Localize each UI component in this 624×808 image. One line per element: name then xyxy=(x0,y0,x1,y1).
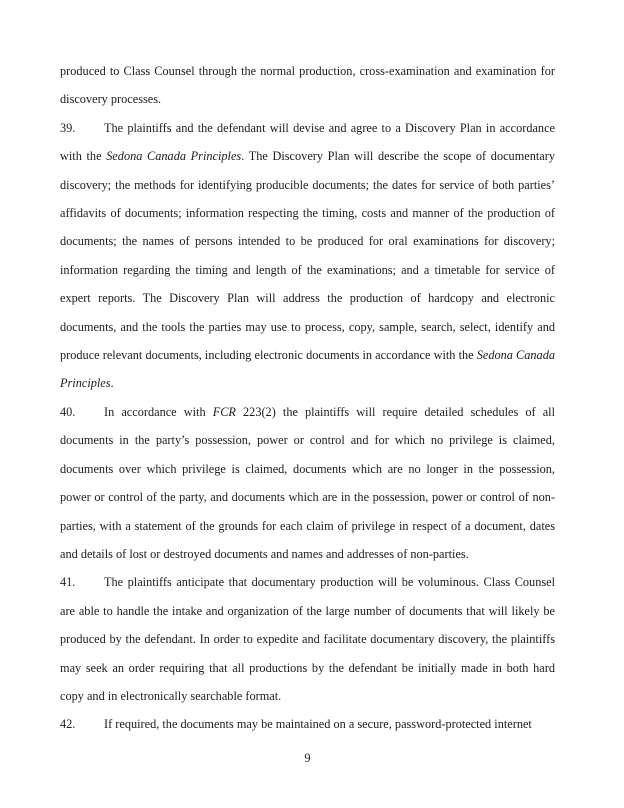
paragraph xyxy=(60,57,555,114)
italic-text: Sedona Canada Principles xyxy=(106,149,242,164)
text-run: . xyxy=(110,376,114,391)
document-body xyxy=(60,57,555,739)
paragraph xyxy=(60,398,555,568)
paragraph xyxy=(60,568,555,710)
paragraph-number: 40. xyxy=(60,404,76,419)
italic-text: Sedona Canada Principles xyxy=(60,348,556,391)
page-number: 9 xyxy=(304,751,311,765)
paragraph-number: 39. xyxy=(60,120,76,135)
paragraph xyxy=(60,114,555,398)
text-run: In accordance with xyxy=(104,404,213,419)
paragraph-number: 41. xyxy=(60,575,76,590)
italic-text: FCR xyxy=(212,404,236,419)
text-run: If required, the documents may be maintained on a secure, password-protected internet xyxy=(104,717,532,732)
text-run: The plaintiffs and the defendant will devise and agree to a Discovery Plan in accordance with the xyxy=(60,120,555,164)
paragraph-number: 42. xyxy=(60,717,76,732)
text-run: produced to Class Counsel through the normal production, cross-examination and examination for discovery processes. xyxy=(60,64,555,107)
text-run: . The Discovery Plan will describe the scope of documentary discovery; the methods for identifying producible documents; the dates for service of both parties’ affidavits of documents; information respecting the timing, costs and manner of the production of documents; the names of persons intended to be produced for oral examinations for discovery; information regarding the timing and length of the examinations; and a timetable for service of expert reports. The Discovery Plan will address the production of hardcopy and electronic documents, and the tools the parties may use to process, copy, sample, search, select, identify and produce relevant documents, including electronic documents in accordance with the xyxy=(60,149,555,363)
text-run: 223(2) the plaintiffs will require detailed schedules of all documents in the party’s possession, power or control and for which no privilege is claimed, documents over which privilege is claimed, documents which are no longer in the possession, power or control of the party, and documents which are in the possession, power or control of non-parties, with a statement of the grounds for each claim of privilege in respect of a document, dates and details of lost or destroyed documents and names and addresses of non-parties. xyxy=(60,404,555,561)
paragraph xyxy=(60,710,555,738)
text-run: The plaintiffs anticipate that documentary production will be voluminous. Class Counsel are able to handle the intake and organization of the large number of documents that will likely be produced by the defendant. In order to expedite and facilitate documentary discovery, the plaintiffs may seek an order requiring that all productions by the defendant be initially made in both hard copy and in electronically searchable format. xyxy=(60,575,555,703)
